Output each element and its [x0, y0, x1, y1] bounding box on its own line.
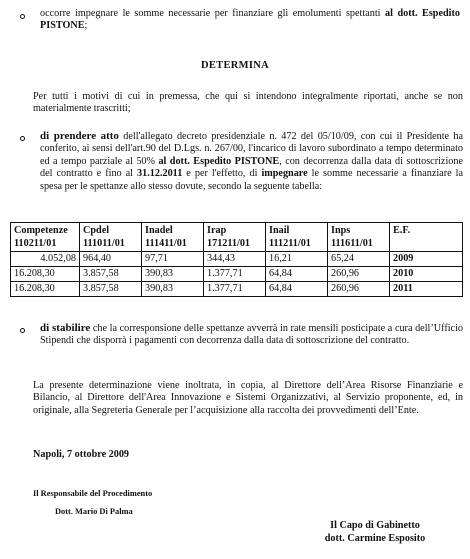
- table-row: [11, 252, 463, 267]
- item1-lead: di prendere atto: [40, 130, 119, 142]
- bullet-icon: [20, 328, 25, 333]
- bullet-icon: [20, 14, 25, 19]
- table-cell: 16.208,30: [11, 267, 80, 282]
- table-header-cell: Inadel 111411/01: [142, 223, 204, 252]
- table-header-cell: Cpdel 111011/01: [80, 223, 142, 252]
- table-header-cell: Competenze 110211/01: [11, 223, 80, 252]
- table-cell: 16.208,30: [11, 282, 80, 297]
- table-cell: 64,84: [266, 267, 328, 282]
- table-cell: 3.857,58: [80, 282, 142, 297]
- item1-name: al dott. Espedito PISTONE: [158, 155, 280, 167]
- item1-text-d: le somme necessarie a finanziare la spesa per le spettanze allo stesso dovute, secondo la seguente tabella:: [40, 168, 463, 192]
- table-cell: 390,83: [142, 282, 204, 297]
- table-cell: 4.052,08: [11, 252, 80, 267]
- table-cell: 97,71: [142, 252, 204, 267]
- chief-name: dott. Carmine Esposito: [324, 533, 426, 544]
- table-header-row: [11, 223, 463, 252]
- table-header-cell: E.F.: [390, 223, 463, 252]
- item2-text: che la corresponsione delle spettanze avverrà in rate mensili posticipate a cura dell’Ufficio Stipendi che disporrà i pagamenti con decorrenza dalla data di sottoscrizione del contratto.: [40, 323, 463, 347]
- table-cell: 2009: [390, 252, 463, 267]
- bullet-icon: [20, 136, 25, 141]
- item1-text-b: , con decorrenza dalla data di sottoscrizione del contratto e fino al: [40, 155, 463, 180]
- chief-role: Il Capo di Gabinetto: [330, 520, 420, 531]
- table-cell: 1.377,71: [204, 267, 266, 282]
- document-heading: DETERMINA: [200, 60, 270, 71]
- intro-text: occorre impegnare le somme necessarie per finanziare gli emolumenti spettanti: [40, 8, 385, 19]
- table-cell: 260,96: [328, 282, 390, 297]
- place-date: Napoli, 7 ottobre 2009: [33, 449, 130, 460]
- intro-item: [40, 8, 460, 33]
- table-header-cell: Inps 111611/01: [328, 223, 390, 252]
- table-cell: 2010: [390, 267, 463, 282]
- table-cell: 16,21: [266, 252, 328, 267]
- table-row: [11, 267, 463, 282]
- preamble: Per tutti i motivi di cui in premessa, che qui si intendono integralmente riportati, anche se non materialmente trascritti;: [33, 91, 463, 115]
- closing-paragraph: La presente determinazione viene inoltrata, in copia, al Direttore dell’Area Risorse Finanziarie e Bilancio, al Direttore dell'Area Innovazione e Sistemi Organizzativi, al Servizio proponente, ed, in originale, alla Segreteria Generale per l’acquisizione alla raccolta dei provvedimenti dell’Ente.: [33, 380, 463, 416]
- intro-after: ;: [84, 20, 88, 32]
- table-cell: 344,43: [204, 252, 266, 267]
- item1-impegnare: impegnare: [261, 168, 308, 180]
- table-cell: 964,40: [80, 252, 142, 267]
- table-cell: 1.377,71: [204, 282, 266, 297]
- intro-bold: al dott. Espedito PISTONE: [40, 8, 460, 32]
- responsible-role: Il Responsabile del Procedimento: [33, 489, 153, 498]
- item1-date: 31.12.2011: [137, 168, 183, 180]
- table-cell: 390,83: [142, 267, 204, 282]
- responsible-name: Dott. Mario Di Palma: [55, 507, 133, 516]
- table-row: [11, 282, 463, 297]
- item-stabilire: [40, 322, 463, 348]
- expenses-table: [10, 222, 463, 297]
- table-cell: 3.857,58: [80, 267, 142, 282]
- item-prendere-atto: [40, 130, 463, 193]
- table-cell: 65,24: [328, 252, 390, 267]
- table-cell: 260,96: [328, 267, 390, 282]
- item1-text-a: dell'allegato decreto presidenziale n. 472 del 05/10/09, con cui il Presidente ha conferito, ai sensi dell'art.90 del D.Lgs. n. 267/00, l'incarico di lavoro subordinato a tempo determinato ed a tempo parziale al 50%: [40, 131, 463, 167]
- table-header-cell: Irap 171211/01: [204, 223, 266, 252]
- item2-lead: di stabilire: [40, 322, 91, 334]
- item1-text-c: e per l'effetto, di: [182, 168, 262, 180]
- table-cell: 64,84: [266, 282, 328, 297]
- table-header-cell: Inail 111211/01: [266, 223, 328, 252]
- table-cell: 2011: [390, 282, 463, 297]
